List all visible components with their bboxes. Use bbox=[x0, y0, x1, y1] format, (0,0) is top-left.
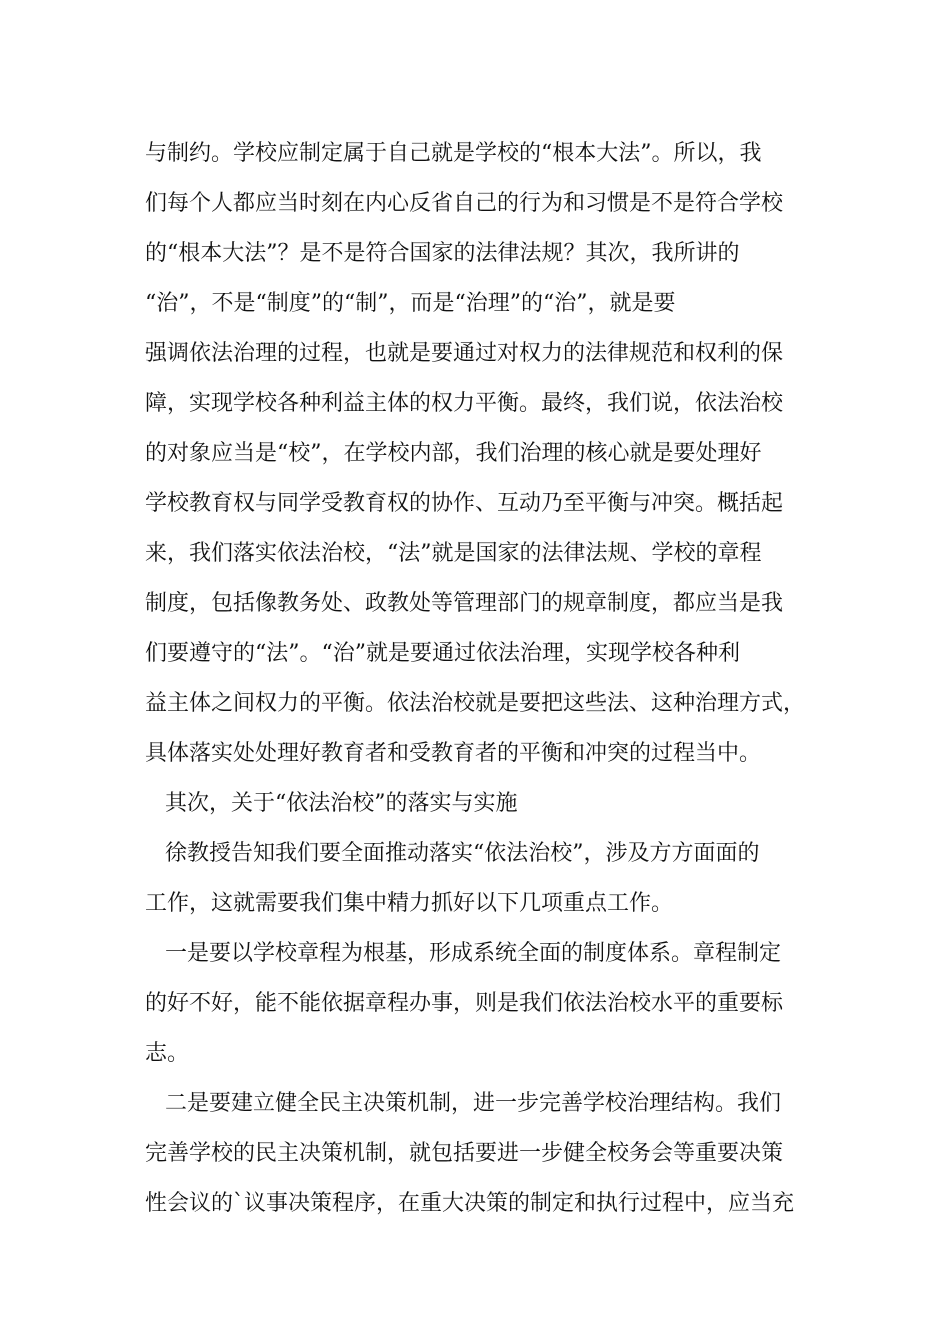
text-line: 障，实现学校各种利益主体的权力平衡。最终，我们说，依法治校 bbox=[145, 391, 784, 416]
paragraph-start: 一是要以学校章程为根基，形成系统全面的制度体系。章程制定 bbox=[165, 941, 782, 966]
body-text bbox=[145, 134, 845, 1234]
text-line: 完善学校的民主决策机制，就包括要进一步健全校务会等重要决策 bbox=[145, 1141, 784, 1166]
text-line: 们要遵守的“法”。“治”就是要通过依法治理，实现学校各种利 bbox=[145, 641, 740, 666]
section-heading: 其次，关于“依法治校”的落实与实施 bbox=[165, 791, 518, 816]
text-line: 学校教育权与同学受教育权的协作、互动乃至平衡与冲突。概括起 bbox=[145, 491, 784, 516]
paragraph-start: 徐教授告知我们要全面推动落实“依法治校”，涉及方方面面的 bbox=[165, 841, 760, 866]
text-line: 的“根本大法”？是不是符合国家的法律法规？其次，我所讲的 bbox=[145, 241, 740, 266]
text-line: 的好不好，能不能依据章程办事，则是我们依法治校水平的重要标 bbox=[145, 991, 784, 1016]
text-line: 来，我们落实依法治校，“法”就是国家的法律法规、学校的章程 bbox=[145, 541, 762, 566]
text-line: 志。 bbox=[145, 1041, 190, 1066]
text-line: 具体落实处处理好教育者和受教育者的平衡和冲突的过程当中。 bbox=[145, 741, 762, 766]
text-line: 工作，这就需要我们集中精力抓好以下几项重点工作。 bbox=[145, 891, 674, 916]
text-line: 性会议的`议事决策程序，在重大决策的制定和执行过程中，应当充 bbox=[145, 1191, 795, 1216]
text-line: 的对象应当是“校”，在学校内部，我们治理的核心就是要处理好 bbox=[145, 441, 762, 466]
text-line: 强调依法治理的过程，也就是要通过对权力的法律规范和权利的保 bbox=[145, 341, 784, 366]
text-line: 制度，包括像教务处、政教处等管理部门的规章制度，都应当是我 bbox=[145, 591, 784, 616]
text-line: 益主体之间权力的平衡。依法治校就是要把这些法、这种治理方式， bbox=[145, 691, 806, 716]
text-line: 与制约。学校应制定属于自己就是学校的“根本大法”。所以，我 bbox=[145, 141, 762, 166]
text-line: 们每个人都应当时刻在内心反省自己的行为和习惯是不是符合学校 bbox=[145, 191, 784, 216]
text-line: “治”，不是“制度”的“制”，而是“治理”的“治”，就是要 bbox=[145, 291, 676, 316]
paragraph-start: 二是要建立健全民主决策机制，进一步完善学校治理结构。我们 bbox=[165, 1091, 782, 1116]
